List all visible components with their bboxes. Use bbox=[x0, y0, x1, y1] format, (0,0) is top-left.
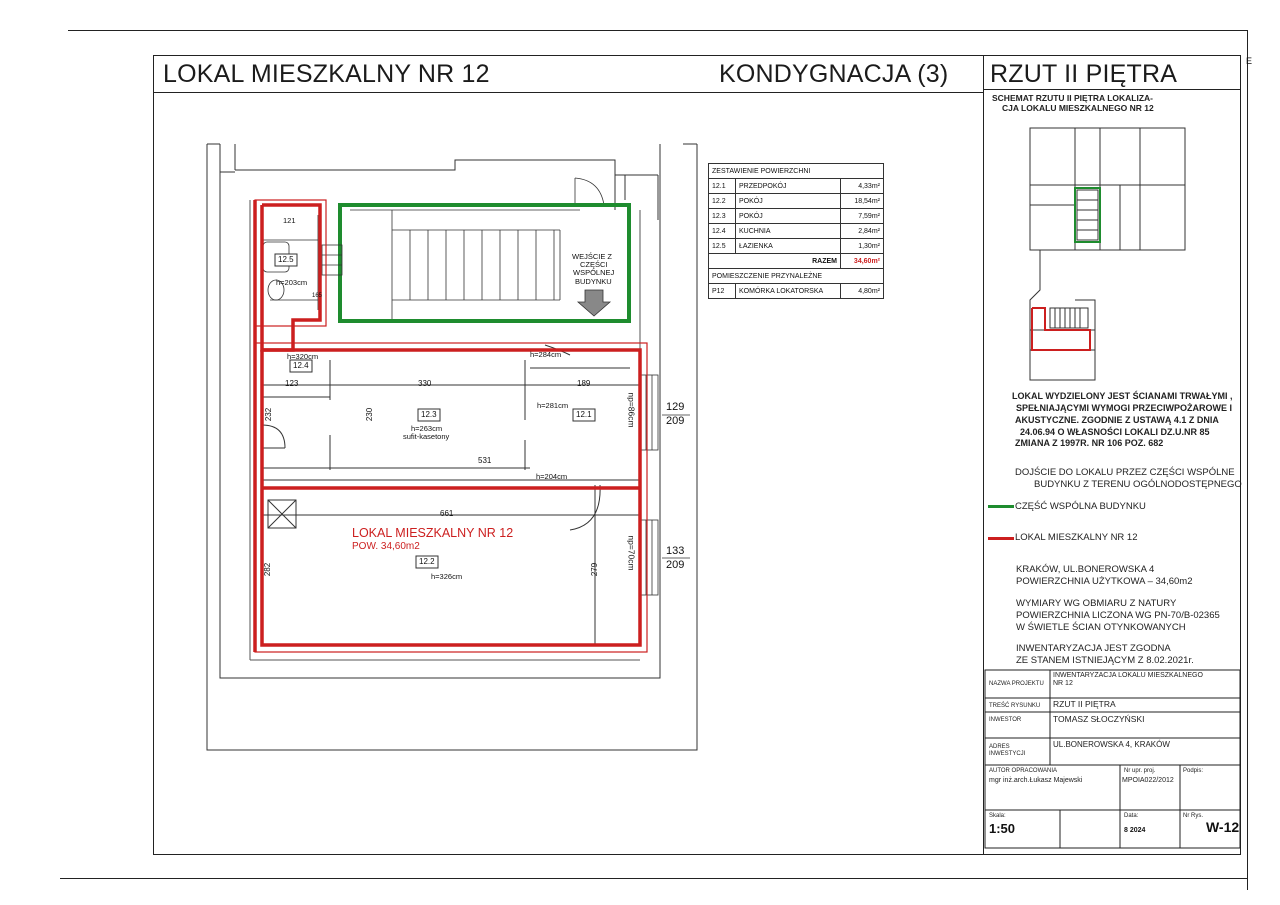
window-1-sill: np=86cm bbox=[626, 392, 637, 428]
dim-282: 282 bbox=[263, 562, 273, 577]
tb-sheet-value: W-12 bbox=[1206, 819, 1240, 835]
room-tag-12-2: 12.2 bbox=[419, 557, 435, 566]
dim-h281: h=281cm bbox=[537, 401, 569, 410]
dim-165: 165 bbox=[312, 293, 323, 299]
entrance-label-2: CZĘŚCI bbox=[580, 260, 608, 269]
dim-279: 279 bbox=[590, 562, 600, 577]
corner-mark: E bbox=[1246, 56, 1253, 66]
tb-sheet-label: Nr Rys. bbox=[1183, 813, 1203, 819]
table-row: 12.3 POKÓJ 7,59m² bbox=[709, 209, 884, 224]
tb-signature-label: Podpis: bbox=[1183, 768, 1204, 774]
legend-green-label: CZĘŚĆ WSPÓLNA BUDYNKU bbox=[1015, 501, 1146, 512]
address-line-7: ZE STANEM ISTNIEJĄCYM Z 8.02.2021r. bbox=[1016, 655, 1194, 666]
tb-project-value-2: NR 12 bbox=[1053, 680, 1073, 687]
dim-230: 230 bbox=[365, 407, 375, 422]
dim-232: 232 bbox=[264, 407, 274, 422]
schema-title-2: CJA LOKALU MIESZKALNEGO NR 12 bbox=[1002, 103, 1154, 113]
header-title-plan: RZUT II PIĘTRA bbox=[990, 60, 1178, 88]
address-line-3: WYMIARY WG OBMIARU Z NATURY bbox=[1016, 598, 1177, 609]
tb-license-label: Nr upr. proj. bbox=[1124, 768, 1156, 774]
area-table-header: ZESTAWIENIE POWIERZCHNI bbox=[709, 164, 884, 179]
note-line-1: LOKAL WYDZIELONY JEST ŚCIANAMI TRWAŁYMI , bbox=[1012, 391, 1233, 401]
dim-661: 661 bbox=[440, 509, 454, 518]
table-row: P12 KOMÓRKA LOKATORSKA 4,80m² bbox=[709, 284, 884, 299]
schema-title-1: SCHEMAT RZUTU II PIĘTRA LOKALIZA- bbox=[992, 93, 1154, 103]
window-2-width: 133 bbox=[666, 545, 685, 557]
tb-author-label: AUTOR OPRACOWANIA bbox=[989, 768, 1058, 774]
address-line-6: INWENTARYZACJA JEST ZGODNA bbox=[1016, 643, 1171, 654]
room-tag-12-5: 12.5 bbox=[278, 255, 294, 264]
room-tag-12-4: 12.4 bbox=[293, 361, 309, 370]
note-line-3: AKUSTYCZNE. ZGODNIE Z USTAWĄ 4.1 Z DNIA bbox=[1015, 415, 1219, 425]
tb-address-label-1: ADRES bbox=[989, 744, 1010, 750]
tb-scale-label: Skala: bbox=[989, 813, 1006, 819]
table-total-row: RAZEM 34,60m² bbox=[709, 254, 884, 269]
tb-author-value: mgr inż.arch.Łukasz Majewski bbox=[989, 777, 1083, 784]
tb-investor-value: TOMASZ SŁOCZYŃSKI bbox=[1053, 714, 1145, 724]
entrance-label-3: WSPÓLNEJ bbox=[573, 268, 615, 277]
tb-drawing-label: TREŚĆ RYSUNKU bbox=[989, 703, 1041, 709]
note-line-4: 24.06.94 O WŁASNOŚCI LOKALI DZ.U.NR 85 bbox=[1020, 427, 1210, 437]
window-1-height: 209 bbox=[666, 415, 685, 427]
dim-123: 123 bbox=[285, 379, 299, 388]
address-line-1: KRAKÓW, UL.BONEROWSKA 4 bbox=[1016, 564, 1155, 575]
address-line-5: W ŚWIETLE ŚCIAN OTYNKOWANYCH bbox=[1016, 622, 1186, 633]
tb-date-label: Data: bbox=[1124, 813, 1139, 819]
tb-license-value: MPOIA022/2012 bbox=[1122, 777, 1174, 784]
table-row: 12.1 PRZEDPOKÓJ 4,33m² bbox=[709, 179, 884, 194]
room-tag-12-3: 12.3 bbox=[421, 410, 437, 419]
tb-scale-value: 1:50 bbox=[989, 821, 1016, 836]
dim-330: 330 bbox=[418, 379, 432, 388]
aux-table-header: POMIESZCZENIE PRZYNALEŻNE bbox=[709, 269, 884, 284]
entrance-label-4: BUDYNKU bbox=[575, 277, 612, 286]
table-row: 12.5 ŁAZIENKA 1,30m² bbox=[709, 239, 884, 254]
address-line-4: POWIERZCHNIA LICZONA WG PN-70/B-02365 bbox=[1016, 610, 1220, 621]
tb-project-label: NAZWA PROJEKTU bbox=[989, 681, 1044, 687]
note-line-5: ZMIANA Z 1997R. NR 106 POZ. 682 bbox=[1015, 438, 1164, 448]
header-title-floor: KONDYGNACJA (3) bbox=[719, 60, 949, 88]
tb-address-label-2: INWESTYCJI bbox=[989, 751, 1026, 757]
note-line-6: DOJŚCIE DO LOKALU PRZEZ CZĘŚCI WSPÓLNE bbox=[1015, 467, 1235, 478]
tb-address-value: UL.BONEROWSKA 4, KRAKÓW bbox=[1053, 740, 1170, 749]
dim-121: 121 bbox=[283, 216, 296, 225]
room-tag-12-1: 12.1 bbox=[576, 410, 592, 419]
dim-h326: h=326cm bbox=[431, 572, 463, 581]
header-title-unit: LOKAL MIESZKALNY NR 12 bbox=[163, 60, 490, 88]
tb-investor-label: INWESTOR bbox=[989, 717, 1022, 723]
tb-drawing-value: RZUT II PIĘTRA bbox=[1053, 699, 1116, 709]
dim-h204: h=204cm bbox=[536, 472, 568, 481]
tb-project-value-1: INWENTARYZACJA LOKALU MIESZKALNEGO bbox=[1053, 672, 1203, 679]
dim-189: 189 bbox=[577, 379, 591, 388]
table-row: 12.4 KUCHNIA 2,84m² bbox=[709, 224, 884, 239]
dim-h203: h=203cm bbox=[276, 278, 308, 287]
note-line-7: BUDYNKU Z TERENU OGÓLNODOSTĘPNEGO bbox=[1034, 479, 1242, 490]
table-row: 12.2 POKÓJ 18,54m² bbox=[709, 194, 884, 209]
window-1-width: 129 bbox=[666, 401, 685, 413]
entrance-label-1: WEJŚCIE Z bbox=[572, 252, 613, 261]
window-2-height: 209 bbox=[666, 559, 685, 571]
dim-h320: h=320cm bbox=[287, 352, 319, 361]
unit-area-label: POW. 34,60m2 bbox=[352, 541, 420, 552]
dim-h263: h=263cm bbox=[411, 424, 443, 433]
window-2-sill: np=70cm bbox=[626, 535, 637, 571]
tb-date-value: 8 2024 bbox=[1124, 827, 1146, 834]
note-line-2: SPEŁNIAJĄCYMI WYMOGI PRZECIWPOŻAROWE I bbox=[1016, 403, 1233, 413]
dim-531: 531 bbox=[478, 456, 492, 465]
address-line-2: POWIERZCHNIA UŻYTKOWA – 34,60m2 bbox=[1016, 576, 1193, 587]
unit-label: LOKAL MIESZKALNY NR 12 bbox=[352, 526, 514, 540]
dim-h284: h=284cm bbox=[530, 350, 562, 359]
legend-red-label: LOKAL MIESZKALNY NR 12 bbox=[1015, 532, 1138, 543]
ceiling-note: sufit-kasetony bbox=[403, 432, 450, 441]
